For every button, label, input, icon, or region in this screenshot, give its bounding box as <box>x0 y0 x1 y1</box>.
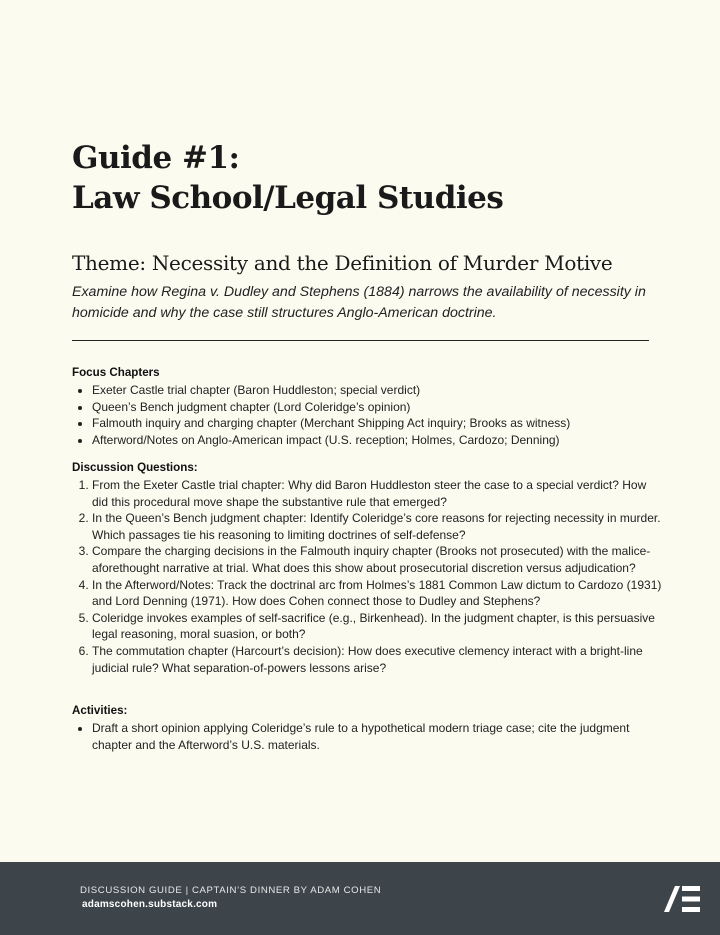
list-item: 6. The commutation chapter (Harcourt’s decision): How does executive clemency interact with a bright-line judicial rule? What separation-of-powers lessons arise? <box>92 643 662 676</box>
footer-bar <box>0 862 720 935</box>
list-item: • Falmouth inquiry and charging chapter (Merchant Shipping Act inquiry; Brooks as witness) <box>92 415 662 432</box>
intro-text: Examine how Regina v. Dudley and Stephens (1884) narrows the availability of necessity in homicide and why the case still structures Anglo-American doctrine. <box>72 284 646 321</box>
list-item: 4. In the Afterword/Notes: Track the doctrinal arc from Holmes’s 1881 Common Law dictum to Cardozo (1931) and Lord Denning (1971). How does Cohen connect those to Dudley and Stephens? <box>92 577 662 610</box>
activities-list <box>72 720 662 753</box>
focus-chapters-section <box>72 365 662 448</box>
discussion-questions-section <box>72 460 662 676</box>
title-line-2: Law School/Legal Studies <box>72 180 504 216</box>
footer-guide-label: DISCUSSION GUIDE | CAPTAIN’S DINNER BY ADAM COHEN <box>80 885 382 896</box>
page-title <box>72 138 503 218</box>
theme-heading: Theme: Necessity and the Definition of Murder Motive <box>72 251 613 275</box>
list-item: 3. Compare the charging decisions in the Falmouth inquiry chapter (Brooks not prosecuted) with the malice-aforethought narrative at trial. What does this show about prosecutorial discretion versus adjudication? <box>92 543 662 576</box>
list-item: 1. From the Exeter Castle trial chapter: Why did Baron Huddleston steer the case to a special verdict? How did this procedural move shape the substantive rule that emerged? <box>92 477 662 510</box>
list-item: • Exeter Castle trial chapter (Baron Huddleston; special verdict) <box>92 382 662 399</box>
activities-heading: Activities: <box>72 704 128 717</box>
discussion-questions-list <box>72 477 662 676</box>
list-item: 5. Coleridge invokes examples of self-sacrifice (e.g., Birkenhead). In the judgment chapter, is this persuasive legal reasoning, moral suasion, or both? <box>92 610 662 643</box>
title-line-1: Guide #1: <box>72 140 240 176</box>
discussion-questions-heading: Discussion Questions: <box>72 461 198 474</box>
focus-chapters-list <box>72 382 662 448</box>
list-item: • Queen’s Bench judgment chapter (Lord Coleridge’s opinion) <box>92 399 662 416</box>
list-item: • Afterword/Notes on Anglo-American impact (U.S. reception; Holmes, Cardozo; Denning) <box>92 432 662 449</box>
section-divider <box>72 340 649 341</box>
list-item: • Draft a short opinion applying Coleridge’s rule to a hypothetical modern triage case; cite the judgment chapter and the Afterword’s U.S. materials. <box>92 720 662 753</box>
focus-chapters-heading: Focus Chapters <box>72 366 160 379</box>
footer-site-link[interactable]: adamscohen.substack.com <box>82 899 218 910</box>
ae-monogram-icon <box>664 886 700 912</box>
list-item: 2. In the Queen’s Bench judgment chapter: Identify Coleridge’s core reasons for rejecting necessity in murder. Which passages tie his reasoning to limiting doctrines of self-defense? <box>92 510 662 543</box>
activities-section <box>72 703 662 753</box>
